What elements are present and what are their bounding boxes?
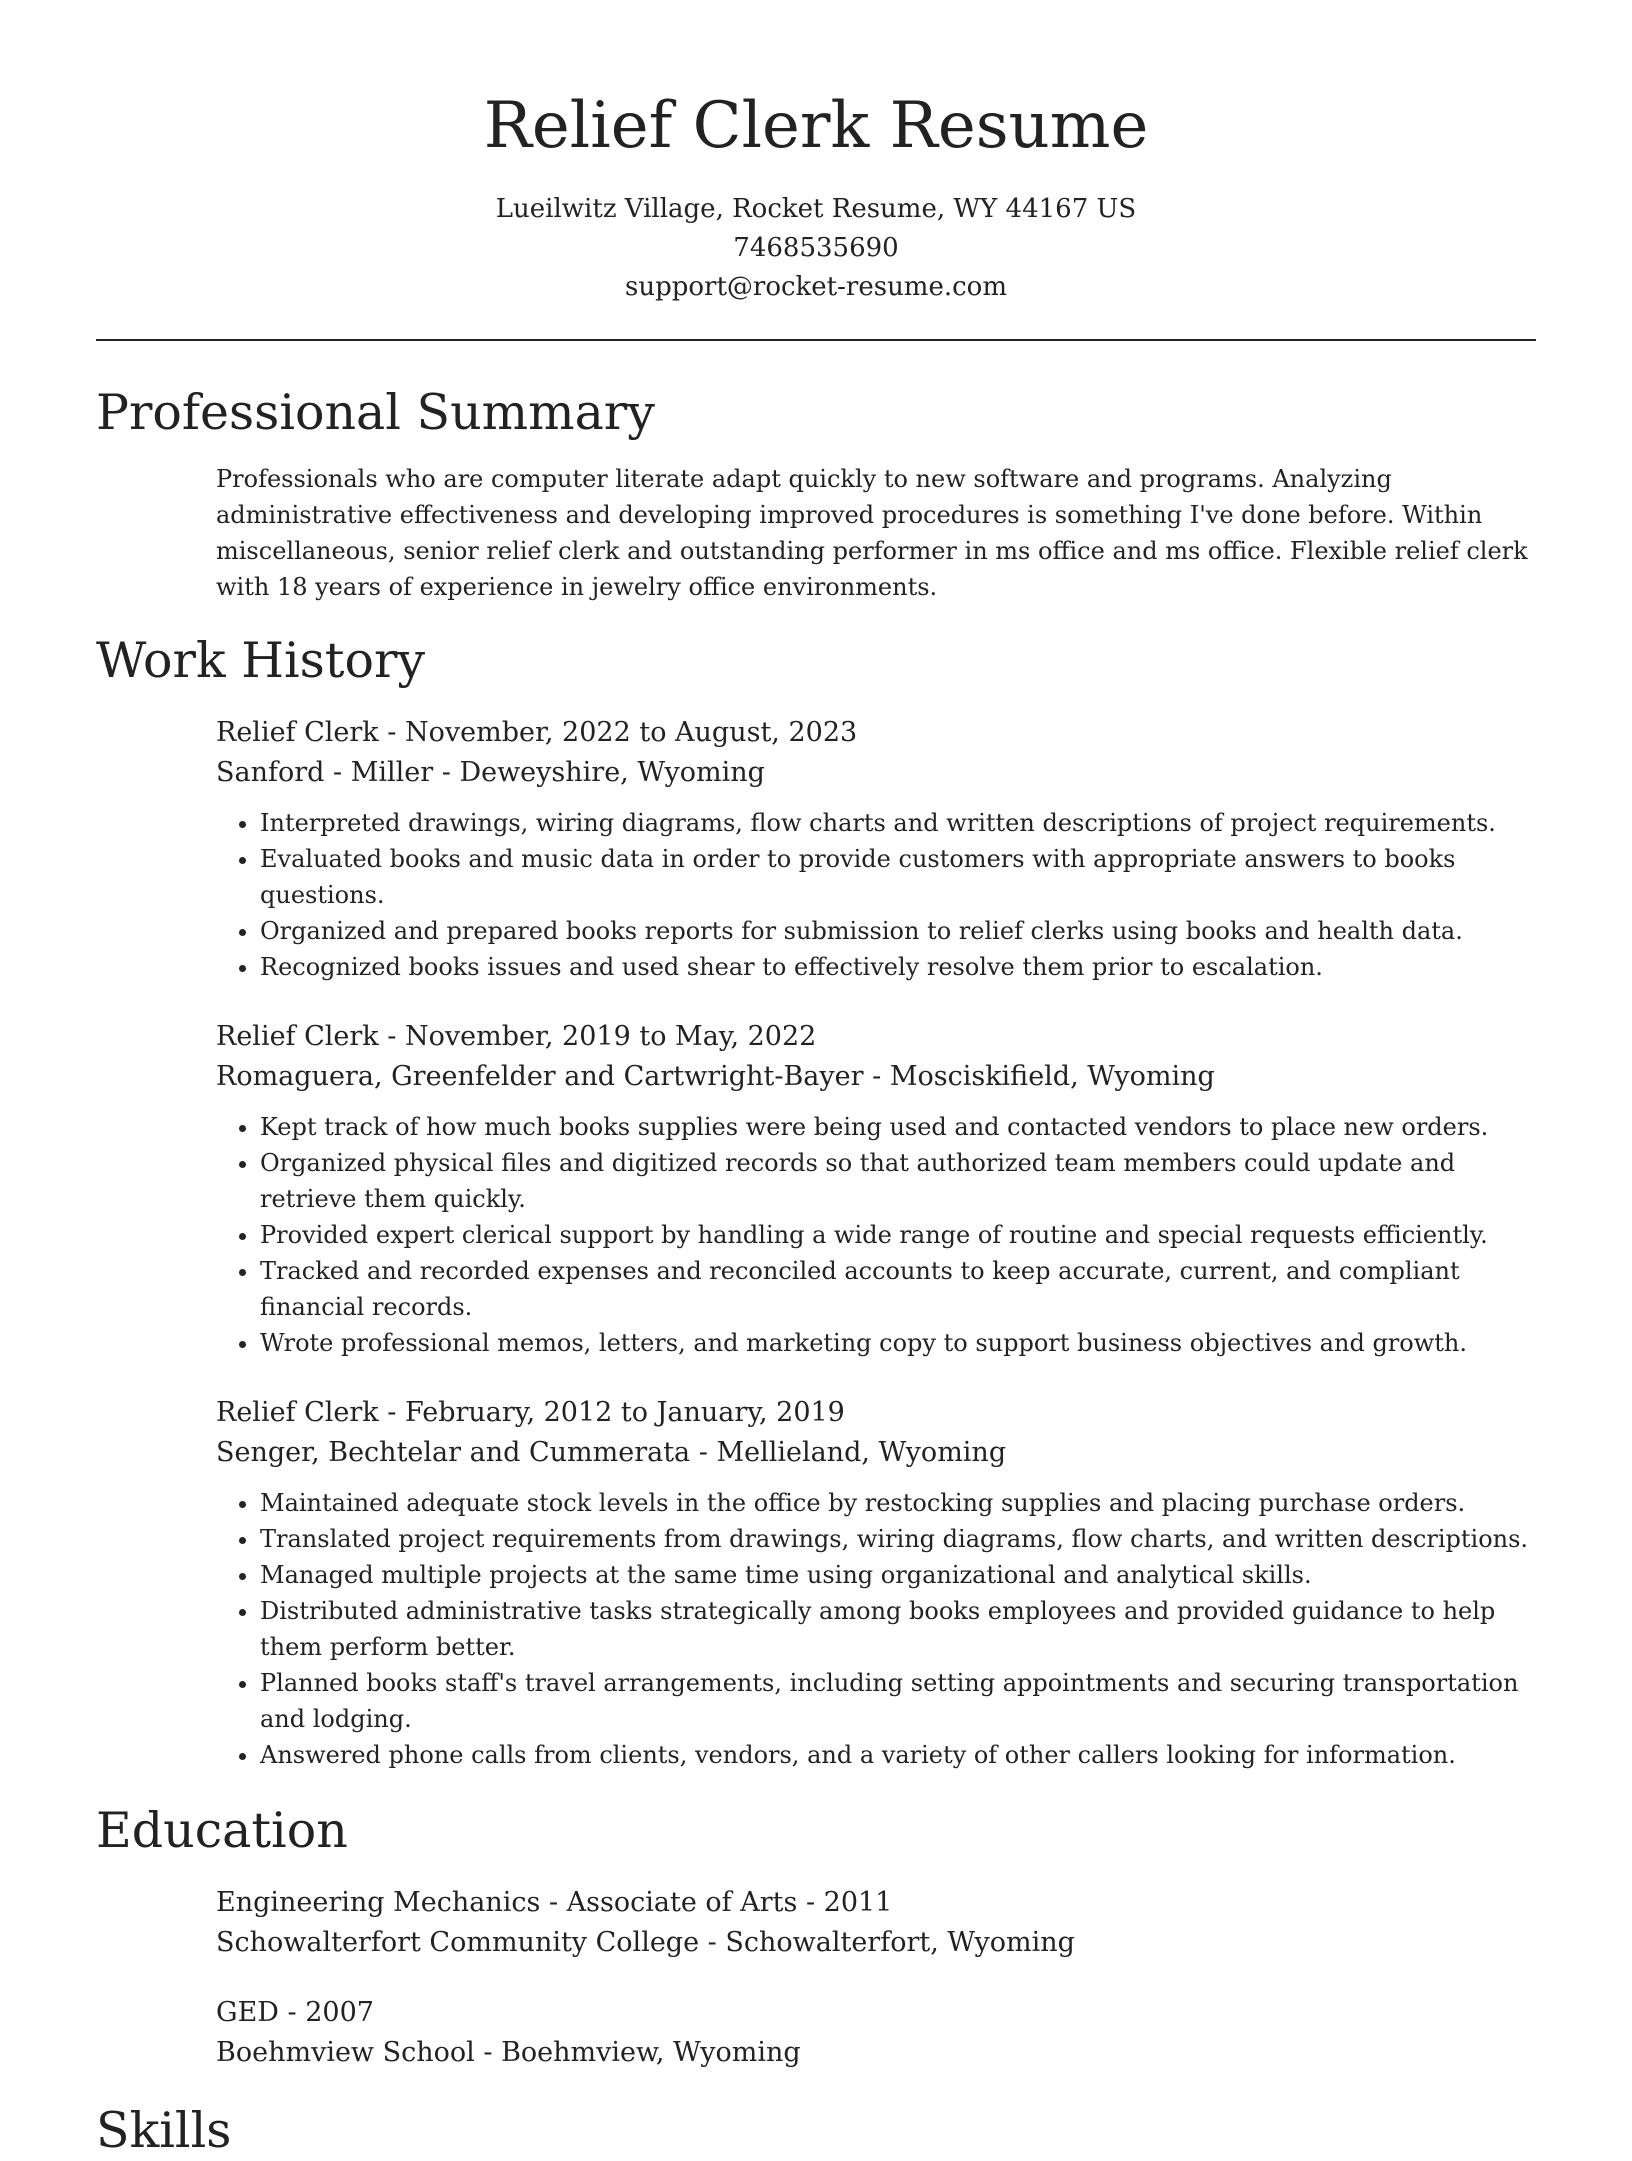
education-degree: GED (216, 1997, 279, 2028)
education-degree-line (216, 1883, 1536, 1923)
list-item: • Wrote professional memos, letters, and marketing copy to support business objectives and growth. (260, 1325, 1536, 1361)
education-year: - 2011 (797, 1887, 893, 1918)
job-title-line (216, 1017, 1536, 1057)
job-dates: - November, 2022 to August, 2023 (378, 717, 858, 748)
education-entry (216, 1883, 1536, 1963)
education-entry (216, 1993, 1536, 2073)
job-role: Relief Clerk (216, 1021, 379, 1052)
list-item: • Organized physical files and digitized records so that authorized team members could update and retrieve them quickly. (260, 1145, 1536, 1217)
job-bullets (216, 805, 1536, 985)
job-entry (216, 713, 1536, 985)
address: Lueilwitz Village, Rocket Resume, WY 44167 US (495, 194, 1137, 224)
job-title-line (216, 1393, 1536, 1433)
list-item: • Recognized books issues and used shear to effectively resolve them prior to escalation. (260, 949, 1536, 985)
education-degree-line (216, 1993, 1536, 2033)
education-school-line (216, 2033, 1536, 2073)
list-item: • Organized and prepared books reports for submission to relief clerks using books and health data. (260, 913, 1536, 949)
job-dates: - November, 2019 to May, 2022 (378, 1021, 817, 1052)
job-location: - Deweyshire, Wyoming (433, 757, 765, 788)
job-location: - Mellieland, Wyoming (690, 1437, 1007, 1468)
phone: 7468535690 (733, 233, 899, 263)
job-entry (216, 1017, 1536, 1361)
list-item: • Distributed administrative tasks strategically among books employees and provided guidance to help them perform better. (260, 1593, 1536, 1665)
job-bullets (216, 1485, 1536, 1773)
education-degree: Engineering Mechanics - Associate of Arts (216, 1887, 798, 1918)
list-item: • Translated project requirements from drawings, wiring diagrams, flow charts, and written descriptions. (260, 1521, 1536, 1557)
job-company: Sanford - Miller (216, 757, 434, 788)
job-company: Romaguera, Greenfelder and Cartwright-Bayer (216, 1061, 864, 1092)
job-company: Senger, Bechtelar and Cummerata (216, 1437, 691, 1468)
header-divider (96, 339, 1536, 341)
education-location: - Boehmview, Wyoming (474, 2037, 801, 2068)
work-history-heading: Work History (96, 632, 426, 689)
job-entry (216, 1393, 1536, 1773)
summary-heading: Professional Summary (96, 384, 655, 441)
email: support@rocket-resume.com (624, 272, 1007, 302)
job-location: - Mosciskifield, Wyoming (863, 1061, 1215, 1092)
job-title-line (216, 713, 1536, 753)
skills-heading: Skills (96, 2102, 232, 2159)
contact-info (96, 190, 1536, 307)
resume-page (96, 0, 1536, 2161)
job-company-line (216, 1433, 1536, 1473)
job-company-line (216, 753, 1536, 793)
resume-title: Relief Clerk Resume (483, 89, 1149, 163)
education-school: Boehmview School (216, 2037, 475, 2068)
list-item: • Tracked and recorded expenses and reconciled accounts to keep accurate, current, and compliant financial records. (260, 1253, 1536, 1325)
list-item: • Interpreted drawings, wiring diagrams, flow charts and written descriptions of project requirements. (260, 805, 1536, 841)
job-role: Relief Clerk (216, 1397, 379, 1428)
job-bullets (216, 1109, 1536, 1361)
list-item: • Evaluated books and music data in order to provide customers with appropriate answers to books questions. (260, 841, 1536, 913)
list-item: • Planned books staff's travel arrangements, including setting appointments and securing transportation and lodging. (260, 1665, 1536, 1737)
job-dates: - February, 2012 to January, 2019 (378, 1397, 845, 1428)
education-school-line (216, 1923, 1536, 1963)
education-year: - 2007 (278, 1997, 374, 2028)
education-location: - Schowalterfort, Wyoming (699, 1927, 1075, 1958)
job-company-line (216, 1057, 1536, 1097)
resume-header (96, 0, 1536, 307)
education-heading: Education (96, 1802, 348, 1859)
summary-text: Professionals who are computer literate adapt quickly to new software and programs. Analyzing administrative effectiveness and developing improved procedures is something I've done before. Within miscellaneous, senior relief clerk and outstanding performer in ms office and ms office. Flexible relief clerk with 18 years of experience in jewelry office environments. (216, 465, 1528, 601)
list-item: • Provided expert clerical support by handling a wide range of routine and special requests efficiently. (260, 1217, 1536, 1253)
list-item: • Managed multiple projects at the same time using organizational and analytical skills. (260, 1557, 1536, 1593)
job-role: Relief Clerk (216, 717, 379, 748)
list-item: • Answered phone calls from clients, vendors, and a variety of other callers looking for information. (260, 1737, 1536, 1773)
education-school: Schowalterfort Community College (216, 1927, 700, 1958)
list-item: • Kept track of how much books supplies were being used and contacted vendors to place new orders. (260, 1109, 1536, 1145)
list-item: • Maintained adequate stock levels in the office by restocking supplies and placing purchase orders. (260, 1485, 1536, 1521)
